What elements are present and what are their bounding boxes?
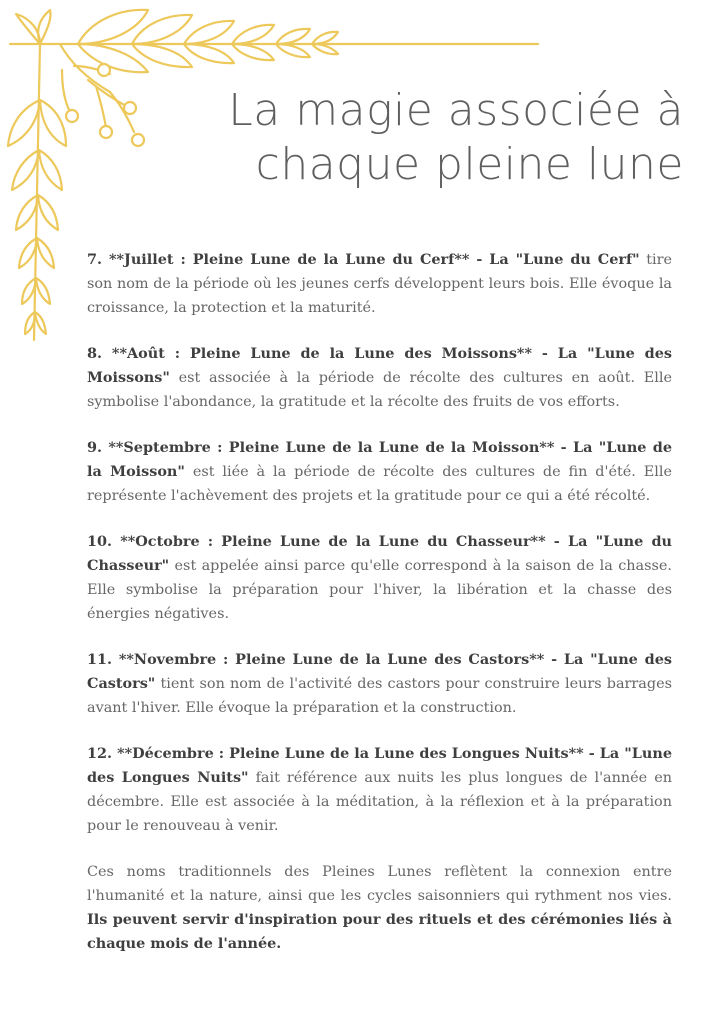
paragraph-heading: 7. **Juillet : Pleine Lune de la Lune du Cerf** - La "Lune du Cerf" xyxy=(87,251,640,268)
paragraph-text: est liée à la période de récolte des cultures de fin d'été. Elle représente l'achèvement des projets et la gratitude pour ce qui a été récolté. xyxy=(87,464,673,504)
paragraph-december xyxy=(87,742,672,838)
paragraph-text: est appelée ainsi parce qu'elle correspond à la saison de la chasse. Elle symbolise la préparation pour l'hiver, la libération et la chasse des énergies négatives. xyxy=(87,558,672,622)
paragraph-text: tire son nom de la période où les jeunes cerfs développent leurs bois. Elle évoque la croissance, la protection et la maturité. xyxy=(87,252,672,316)
paragraph-august xyxy=(87,342,672,414)
paragraph-july xyxy=(87,248,672,320)
conclusion-text: Ces noms traditionnels des Pleines Lunes reflètent la connexion entre l'humanité et la nature, ainsi que les cycles saisonniers qui rythment nos vies. xyxy=(87,864,672,904)
paragraph-november xyxy=(87,648,672,720)
paragraph-heading: 8. **Août : Pleine Lune de la Lune des Moissons** - La "Lune des Moissons" xyxy=(87,345,672,386)
paragraph-heading: 9. **Septembre : Pleine Lune de la Lune de la Moisson** - La "Lune de la Moisson" xyxy=(87,439,672,480)
paragraph-heading: 12. **Décembre : Pleine Lune de la Lune des Longues Nuits** - La "Lune des Longues Nuits" xyxy=(87,745,672,786)
title-line-2: chaque pleine lune xyxy=(255,139,684,190)
paragraph-heading: 11. **Novembre : Pleine Lune de la Lune des Castors** - La "Lune des Castors" xyxy=(87,651,672,692)
paragraph-conclusion xyxy=(87,860,672,956)
paragraph-september xyxy=(87,436,672,508)
paragraph-text: fait référence aux nuits les plus longues de l'année en décembre. Elle est associée à la méditation, à la réflexion et à la préparation pour le renouveau à venir. xyxy=(87,770,672,834)
conclusion-highlight: Ils peuvent servir d'inspiration pour des rituels et des cérémonies liés à chaque mois de l'année. xyxy=(87,911,672,952)
page-title xyxy=(164,84,684,192)
body-content xyxy=(87,248,672,978)
title-line-1: La magie associée à xyxy=(228,85,684,136)
paragraph-heading: 10. **Octobre : Pleine Lune de la Lune du Chasseur** - La "Lune du Chasseur" xyxy=(87,533,672,574)
paragraph-text: est associée à la période de récolte des cultures en août. Elle symbolise l'abondance, la gratitude et la récolte des fruits de vos efforts. xyxy=(87,370,672,410)
paragraph-text: tient son nom de l'activité des castors pour construire leurs barrages avant l'hiver. Elle évoque la préparation et la construction. xyxy=(87,676,672,716)
paragraph-october xyxy=(87,530,672,626)
